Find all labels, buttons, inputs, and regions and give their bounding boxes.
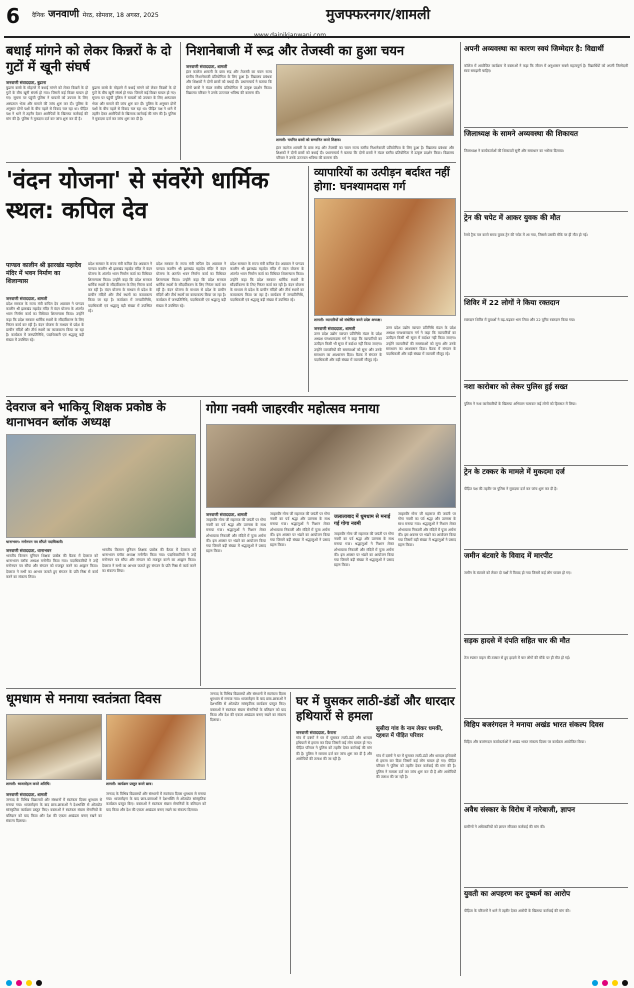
yellow-mark-icon — [26, 980, 32, 986]
brief-body: जिलाध्यक्ष ने कार्यकर्ताओं की शिकायतें सुनीं और समाधान का भरोसा दिलाया। — [464, 148, 565, 153]
story7-byline: जनवाणी संवाददाता, शामली — [6, 792, 48, 797]
divider — [464, 465, 628, 466]
story6-body-col2: जाहरवीर गोगा जी महाराज की जयंती पर गोगा नवमी का पर्व श्रद्धा और उल्लास के साथ मनाया गया। श्रद्धालुओं ने निशान लेकर शोभायात्रा निकाली और मंदिरों में पूजा अर्चना की। इस अवसर पर भंडारे का आयोजन किया गया जिसमें बड़ी संख्या में श्रद्धालुओं ने प्रसाद ग्रहण किया। — [270, 512, 330, 548]
story7-photo2 — [106, 714, 206, 780]
story7-caption1: शामली: ध्वजारोहण करते अतिथि। — [6, 782, 51, 786]
story8-byline: जनवाणी संवाददाता, कैराना — [296, 730, 337, 735]
story6-subhead: जलालाबाद में धूमधाम से मनाई गई गोगा नवमी — [334, 514, 391, 527]
story5-caption: थानाभवन: मनोनयन पत्र सौंपते पदाधिकारी। — [6, 540, 64, 544]
brand-name: जनवाणी — [48, 9, 80, 20]
story3-body-col4: प्रदेश सरकार के राज्य मंत्री कपिल देव अग्रवाल ने पाण्डव कालीन श्री झारखंड महादेव मंदिर में वंदन योजना के अंतर्गत भवन निर्माण कार्य का विधिवत शिलान्यास किया। उन्होंने कहा कि प्रदेश सरकार धार्मिक स्थलों के सौंदर्यीकरण के लिए निरंतर कार्य कर रही है। वंदन योजना के माध्यम से प्रदेश के प्राचीन मंदिरों और तीर्थ स्थलों का कायाकल्प किया जा रहा है। कार्यक्रम में जनप्रतिनिधि, पदाधिकारी एवं श्रद्धालु बड़ी संख्या में उपस्थित रहे। — [230, 262, 304, 303]
brief-body: पीड़ित पक्ष की तहरीर पर पुलिस ने मुकदमा दर्ज कर जांच शुरू कर दी है। — [464, 486, 558, 491]
brief-headline: ट्रेन के टक्कर के मामले में मुकदमा दर्ज — [464, 466, 565, 476]
divider — [290, 692, 291, 974]
story1-body-col1: बुढाना कस्बे के मोहल्ले में बधाई मांगने को लेकर किन्नरों के दो गुटों के बीच खूनी संघर्ष हो गया। जिसमें कई किन्नर घायल हो गए। सूचना पर पहुंची पुलिस ने घायलों को उपचार के लिए अस्पताल भेजा और मामले की जांच शुरू कर दी। पुलिस के अनुसार दोनों पक्षों के बीच पहले से विवाद चल रहा था। पीड़ित पक्ष ने थाने में तहरीर देकर आरोपियों के खिलाफ कार्रवाई की मांग की है। पुलिस ने मुकदमा दर्ज कर जांच शुरू कर दी है। — [6, 86, 88, 122]
brand-prefix: दैनिक — [32, 12, 45, 19]
divider — [6, 396, 456, 397]
brief-headline: विहिप बजरंगदल ने मनाया अखंड भारत संकल्प दिवस — [464, 720, 604, 730]
story3-body-col2: प्रदेश सरकार के राज्य मंत्री कपिल देव अग्रवाल ने पाण्डव कालीन श्री झारखंड महादेव मंदिर में वंदन योजना के अंतर्गत भवन निर्माण कार्य का विधिवत शिलान्यास किया। उन्होंने कहा कि प्रदेश सरकार धार्मिक स्थलों के सौंदर्यीकरण के लिए निरंतर कार्य कर रही है। वंदन योजना के माध्यम से प्रदेश के प्राचीन मंदिरों और तीर्थ स्थलों का कायाकल्प किया जा रहा है। कार्यक्रम में जनप्रतिनिधि, पदाधिकारी एवं श्रद्धालु बड़ी संख्या में उपस्थित रहे। — [88, 262, 152, 313]
story6-body-col1: जाहरवीर गोगा जी महाराज की जयंती पर गोगा नवमी का पर्व श्रद्धा और उल्लास के साथ मनाया गया। श्रद्धालुओं ने निशान लेकर शोभायात्रा निकाली और मंदिरों में पूजा अर्चना की। इस अवसर पर भंडारे का आयोजन किया गया जिसमें बड़ी संख्या में श्रद्धालुओं ने प्रसाद ग्रहण किया। — [206, 518, 266, 554]
print-registration-bar — [0, 978, 634, 988]
story6-body-col4: जाहरवीर गोगा जी महाराज की जयंती पर गोगा नवमी का पर्व श्रद्धा और उल्लास के साथ मनाया गया। श्रद्धालुओं ने निशान लेकर शोभायात्रा निकाली और मंदिरों में पूजा अर्चना की। इस अवसर पर भंडारे का आयोजन किया गया जिसमें बड़ी संख्या में श्रद्धालुओं ने प्रसाद ग्रहण किया। — [398, 512, 456, 548]
black-mark-icon — [622, 980, 628, 986]
magenta-mark-icon — [602, 980, 608, 986]
story5-body-col2: भारतीय किसान यूनियन शिक्षक प्रकोष्ठ की बैठक में देवराज को थानाभवन ब्लॉक अध्यक्ष मनोनीत किया गया। पदाधिकारियों ने उन्हें मनोनयन पत्र सौंपा और संगठन को मजबूत करने का आह्वान किया। देवराज ने सभी का आभार जताते हुए संगठन के प्रति निष्ठा से कार्य करने का संकल्प लिया। — [102, 548, 196, 573]
brief-body: कॉलेज में आयोजित कार्यक्रम में वक्ताओं ने कहा कि जीवन में अनुशासन सबसे महत्वपूर्ण है। विद्यार्थियों को अपनी जिम्मेदारी स्वयं समझनी चाहिए। — [464, 64, 628, 74]
yellow-mark-icon — [612, 980, 618, 986]
story7-caption2: शामली: कार्यक्रम प्रस्तुत करते छात्र। — [106, 782, 153, 786]
cyan-mark-icon — [6, 980, 12, 986]
divider — [464, 549, 628, 550]
story7-headline: धूमधाम से मनाया स्वतंत्रता दिवस — [6, 692, 161, 707]
masthead — [4, 4, 630, 40]
brief-headline: अवैध संस्कार के विरोध में नारेबाजी, ज्ञापन — [464, 804, 576, 814]
story8-headline: घर में घुसकर लाठी-डंडों और धारदार हथियारों से हमला — [296, 694, 455, 723]
brief-body: विहिप और बजरंगदल कार्यकर्ताओं ने अखंड भारत संकल्प दिवस पर कार्यक्रम आयोजित किया। — [464, 740, 586, 745]
brief-headline: सड़क हादसे में दंपति सहित चार की मौत — [464, 635, 570, 645]
brief-body: तेज रफ्तार वाहन की टक्कर से हुए हादसे में चार लोगों की मौके पर ही मौत हो गई। — [464, 655, 571, 660]
section-title: मुजफ्फरनगर/शामली — [326, 7, 431, 23]
story6-byline: जनवाणी संवाददाता, शामली — [206, 512, 248, 517]
brief-body: ग्रामीणों ने अधिकारियों को ज्ञापन सौंपकर कार्रवाई की मांग की। — [464, 824, 546, 829]
story1-headline: बधाई मांगने को लेकर किन्नरों के दो गुटों में खूनी संघर्ष — [6, 44, 172, 75]
story5-byline: जनवाणी संवाददाता, थानाभवन — [6, 548, 52, 553]
story3-body-col3: प्रदेश सरकार के राज्य मंत्री कपिल देव अग्रवाल ने पाण्डव कालीन श्री झारखंड महादेव मंदिर में वंदन योजना के अंतर्गत भवन निर्माण कार्य का विधिवत शिलान्यास किया। उन्होंने कहा कि प्रदेश सरकार धार्मिक स्थलों के सौंदर्यीकरण के लिए निरंतर कार्य कर रही है। वंदन योजना के माध्यम से प्रदेश के प्राचीन मंदिरों और तीर्थ स्थलों का कायाकल्प किया जा रहा है। कार्यक्रम में जनप्रतिनिधि, पदाधिकारी एवं श्रद्धालु बड़ी संख्या में उपस्थित रहे। — [156, 262, 226, 308]
black-mark-icon — [36, 980, 42, 986]
brief-headline: युवती का अपहरण कर दुष्कर्म का आरोप — [464, 889, 571, 899]
story2-byline: जनवाणी संवाददाता, शामली — [186, 64, 228, 69]
divider — [308, 166, 309, 392]
dateline: मेरठ, सोमवार, 18 अगस्त, 2025 — [82, 12, 159, 19]
brief-body: जमीन के बंटवारे को लेकर दो पक्षों में विवाद हो गया जिसमें कई लोग घायल हो गए। — [464, 571, 572, 576]
story3-subhead: पाण्डव कालीन श्री झारखंड महादेव मंदिर में भवन निर्माण का शिलान्यास — [6, 262, 82, 285]
story2-body-tail: इंटर कालेज शामली के छात्र रूद्र और तेजस्वी का चयन राज्य स्तरीय निशानेबाजी प्रतियोगिता के लिए हुआ है। विद्यालय प्रबंधक और शिक्षकों ने दोनों छात्रों को बधाई दी। प्रधानाचार्य ने बताया कि दोनों छात्रों ने मंडल स्तरीय प्रतियोगिता में उत्कृष्ट प्रदर्शन किया। विद्यालय परिवार ने उनके उज्ज्वल भविष्य की कामना की। — [276, 146, 454, 161]
story3-byline: जनवाणी संवाददाता, शामली — [6, 296, 48, 301]
divider — [6, 688, 456, 689]
story5-photo — [6, 434, 196, 538]
story4-caption: शामली: व्यापारियों को संबोधित करते प्रदेश अध्यक्ष। — [314, 318, 382, 322]
story6-photo — [206, 424, 456, 508]
divider — [464, 634, 628, 635]
story4-body-col2: उत्तर प्रदेश उद्योग व्यापार प्रतिनिधि मंडल के प्रदेश अध्यक्ष घनश्यामदास गर्ग ने कहा कि व्यापारियों का उत्पीड़न किसी भी सूरत में बर्दाश्त नहीं किया जाएगा। उन्होंने व्यापारियों की समस्याओं को सुना और उनके समाधान का आश्वासन दिया। बैठक में संगठन के पदाधिकारी और बड़ी संख्या में व्यापारी मौजूद रहे। — [386, 326, 456, 357]
story7-photo1 — [6, 714, 102, 780]
divider — [464, 380, 628, 381]
story2-body: इंटर कालेज शामली के छात्र रूद्र और तेजस्वी का चयन राज्य स्तरीय निशानेबाजी प्रतियोगिता के लिए हुआ है। विद्यालय प्रबंधक और शिक्षकों ने दोनों छात्रों को बधाई दी। प्रधानाचार्य ने बताया कि दोनों छात्रों ने मंडल स्तरीय प्रतियोगिता में उत्कृष्ट प्रदर्शन किया। विद्यालय परिवार ने उनके उज्ज्वल भविष्य की कामना की। — [186, 70, 272, 95]
story6-headline: गोगा नवमी जाहरवीर महोत्सव मनाया — [206, 402, 380, 417]
story5-headline: देवराज बने भाकियू शिक्षक प्रकोष्ठ के थानाभवन ब्लॉक अध्यक्ष — [6, 400, 166, 429]
divider — [200, 400, 201, 686]
story5-body-col1: भारतीय किसान यूनियन शिक्षक प्रकोष्ठ की बैठक में देवराज को थानाभवन ब्लॉक अध्यक्ष मनोनीत किया गया। पदाधिकारियों ने उन्हें मनोनयन पत्र सौंपा और संगठन को मजबूत करने का आह्वान किया। देवराज ने सभी का आभार जताते हुए संगठन के प्रति निष्ठा से कार्य करने का संकल्प लिया। — [6, 554, 98, 579]
story4-byline: जनवाणी संवाददाता, शामली — [314, 326, 356, 331]
brief-headline: नशा कारोबार को लेकर पुलिस हुई सख्त — [464, 382, 568, 392]
story2-headline: निशानेबाजी में रूद्र और तेजस्वी का हुआ चयन — [186, 44, 405, 59]
story7-body-col1: जनपद के विभिन्न विद्यालयों और संस्थानों में स्वतंत्रता दिवस धूमधाम से मनाया गया। ध्वजारोहण के बाद छात्र-छात्राओं ने देशभक्ति से ओतप्रोत सांस्कृतिक कार्यक्रम प्रस्तुत किए। वक्ताओं ने स्वतंत्रता संग्राम सेनानियों के बलिदान को याद किया और देश की एकता अखंडता बनाए रखने का संकल्प दिलाया। — [6, 798, 102, 823]
divider — [460, 42, 461, 976]
brief-headline: जिलाध्यक्ष के सामने अव्यवस्था की शिकायत — [464, 128, 578, 138]
story8-body-col2: गांव में दबंगों ने घर में घुसकर लाठी-डंडों और धारदार हथियारों से हमला कर दिया जिसमें कई लोग घायल हो गए। पीड़ित परिवार ने पुलिस को तहरीर देकर कार्रवाई की मांग की है। पुलिस ने मामला दर्ज कर जांच शुरू कर दी है और आरोपियों की तलाश की जा रही है। — [376, 754, 456, 779]
divider — [180, 42, 181, 160]
divider — [464, 127, 628, 128]
page-number: 6 — [6, 4, 20, 28]
story2-caption: शामली: चयनित छात्रों को सम्मानित करते शिक्षक। — [276, 138, 342, 142]
story4-headline: व्यापारियों का उत्पीड़न बर्दाश्त नहीं होगा: घनश्यामदास गर्ग — [314, 166, 450, 193]
brief-body: रक्तदान शिविर में युवाओं ने बढ़-चढ़कर भाग लिया और 22 यूनिट रक्तदान किया गया। — [464, 317, 576, 322]
story7-body-col3: जनपद के विभिन्न विद्यालयों और संस्थानों में स्वतंत्रता दिवस धूमधाम से मनाया गया। ध्वजारोहण के बाद छात्र-छात्राओं ने देशभक्ति से ओतप्रोत सांस्कृतिक कार्यक्रम प्रस्तुत किए। वक्ताओं ने स्वतंत्रता संग्राम सेनानियों के बलिदान को याद किया और देश की एकता अखंडता बनाए रखने का संकल्प दिलाया। — [210, 692, 286, 723]
brief-headline: ट्रेन की चपेट में आकर युवक की मौत — [464, 213, 561, 223]
story4-photo — [314, 198, 456, 316]
divider — [464, 803, 628, 804]
brand-line — [32, 8, 159, 23]
story6-body-col3: जाहरवीर गोगा जी महाराज की जयंती पर गोगा नवमी का पर्व श्रद्धा और उल्लास के साथ मनाया गया। श्रद्धालुओं ने निशान लेकर शोभायात्रा निकाली और मंदिरों में पूजा अर्चना की। इस अवसर पर भंडारे का आयोजन किया गया जिसमें बड़ी संख्या में श्रद्धालुओं ने प्रसाद ग्रहण किया। — [334, 532, 394, 568]
story1-byline: जनवाणी संवाददाता, बुढाना — [6, 80, 47, 85]
brief-headline: जमीन बंटवारे के विवाद में मारपीट — [464, 551, 553, 561]
divider — [464, 211, 628, 212]
story7-body-col2: जनपद के विभिन्न विद्यालयों और संस्थानों में स्वतंत्रता दिवस धूमधाम से मनाया गया। ध्वजारोहण के बाद छात्र-छात्राओं ने देशभक्ति से ओतप्रोत सांस्कृतिक कार्यक्रम प्रस्तुत किए। वक्ताओं ने स्वतंत्रता संग्राम सेनानियों के बलिदान को याद किया और देश की एकता अखंडता बनाए रखने का संकल्प दिलाया। — [106, 792, 206, 812]
brief-body: पुलिस ने नशा कारोबारियों के खिलाफ अभियान चलाकर कई लोगों को हिरासत में लिया। — [464, 402, 577, 407]
magenta-mark-icon — [16, 980, 22, 986]
brief-headline: शिविर में 22 लोगों ने किया रक्तदान — [464, 297, 560, 307]
brief-body: रेलवे ट्रैक पार करते समय युवक ट्रेन की चपेट में आ गया, जिससे उसकी मौके पर ही मौत हो गई। — [464, 233, 588, 238]
masthead-rule — [4, 36, 630, 38]
story3-body-col1: प्रदेश सरकार के राज्य मंत्री कपिल देव अग्रवाल ने पाण्डव कालीन श्री झारखंड महादेव मंदिर में वंदन योजना के अंतर्गत भवन निर्माण कार्य का विधिवत शिलान्यास किया। उन्होंने कहा कि प्रदेश सरकार धार्मिक स्थलों के सौंदर्यीकरण के लिए निरंतर कार्य कर रही है। वंदन योजना के माध्यम से प्रदेश के प्राचीन मंदिरों और तीर्थ स्थलों का कायाकल्प किया जा रहा है। कार्यक्रम में जनप्रतिनिधि, पदाधिकारी एवं श्रद्धालु बड़ी संख्या में उपस्थित रहे। — [6, 302, 84, 343]
story8-subhead: सुसीदा गांव के नाम लेकर धमकी, दहशत में पीड़ित परिवार — [376, 726, 443, 739]
brief-body: पीड़िता के परिजनों ने थाने में तहरीर देकर आरोपी के खिलाफ कार्रवाई की मांग की। — [464, 909, 571, 914]
divider — [464, 887, 628, 888]
divider — [464, 718, 628, 719]
story3-headline: 'वंदन योजना' से संवरेंगे धार्मिक स्थल: कपिल देव — [6, 168, 269, 224]
divider — [6, 162, 456, 163]
story4-body-col1: उत्तर प्रदेश उद्योग व्यापार प्रतिनिधि मंडल के प्रदेश अध्यक्ष घनश्यामदास गर्ग ने कहा कि व्यापारियों का उत्पीड़न किसी भी सूरत में बर्दाश्त नहीं किया जाएगा। उन्होंने व्यापारियों की समस्याओं को सुना और उनके समाधान का आश्वासन दिया। बैठक में संगठन के पदाधिकारी और बड़ी संख्या में व्यापारी मौजूद रहे। — [314, 332, 382, 363]
divider — [464, 296, 628, 297]
story2-photo — [276, 64, 454, 136]
cyan-mark-icon — [592, 980, 598, 986]
story1-body-col2: बुढाना कस्बे के मोहल्ले में बधाई मांगने को लेकर किन्नरों के दो गुटों के बीच खूनी संघर्ष हो गया। जिसमें कई किन्नर घायल हो गए। सूचना पर पहुंची पुलिस ने घायलों को उपचार के लिए अस्पताल भेजा और मामले की जांच शुरू कर दी। पुलिस के अनुसार दोनों पक्षों के बीच पहले से विवाद चल रहा था। पीड़ित पक्ष ने थाने में तहरीर देकर आरोपियों के खिलाफ कार्रवाई की मांग की है। पुलिस ने मुकदमा दर्ज कर जांच शुरू कर दी है। — [92, 86, 176, 122]
brief-headline: अपनी अव्यवस्था का कारण स्वयं जिम्मेदार है: विद्यार्थी — [464, 44, 604, 53]
story8-body-col1: गांव में दबंगों ने घर में घुसकर लाठी-डंडों और धारदार हथियारों से हमला कर दिया जिसमें कई लोग घायल हो गए। पीड़ित परिवार ने पुलिस को तहरीर देकर कार्रवाई की मांग की है। पुलिस ने मामला दर्ज कर जांच शुरू कर दी है और आरोपियों की तलाश की जा रही है। — [296, 736, 372, 761]
